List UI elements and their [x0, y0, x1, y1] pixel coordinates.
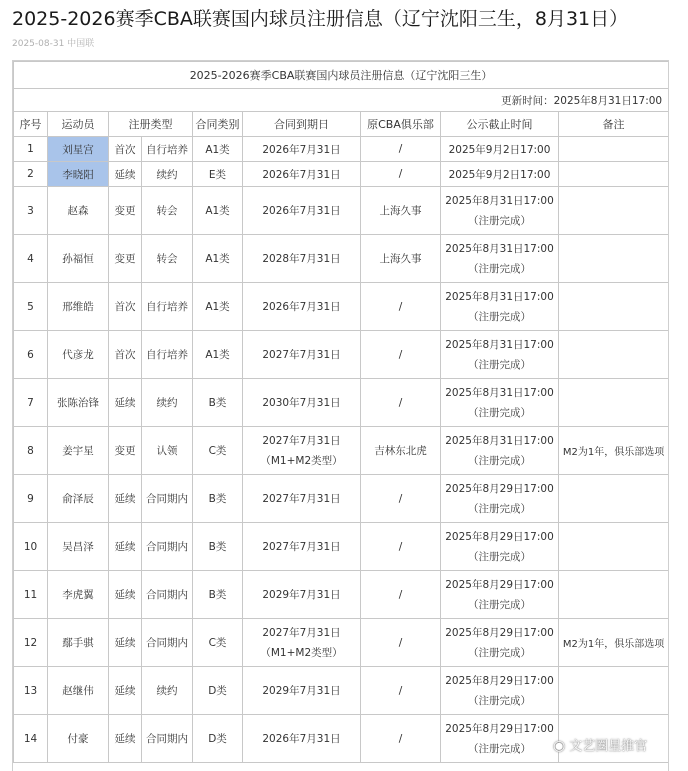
registration-subtype: 转会 — [142, 235, 193, 283]
former-club: 上海久事 — [361, 235, 441, 283]
contract-class: B类 — [193, 571, 243, 619]
remarks: M2为1年，俱乐部选项 — [559, 619, 669, 667]
contract-expiry: 2026年7月31日 — [243, 187, 361, 235]
publicity-deadline-line: 2025年8月29日17:00 — [445, 578, 554, 591]
row-number: 13 — [14, 667, 48, 715]
header-cell: 运动员 — [48, 112, 109, 137]
table-title: 2025-2026赛季CBA联赛国内球员注册信息（辽宁沈阳三生） — [14, 62, 669, 89]
publicity-deadline — [441, 427, 559, 475]
player-name: 代彦龙 — [48, 331, 109, 379]
registration-type: 首次 — [109, 137, 142, 162]
table-row — [14, 331, 669, 379]
publicity-deadline-line: 2025年8月29日17:00 — [445, 626, 554, 639]
publicity-deadline-line: （注册完成） — [468, 646, 531, 659]
registration-subtype: 续约 — [142, 667, 193, 715]
remarks — [559, 331, 669, 379]
registration-type: 延续 — [109, 523, 142, 571]
publicity-deadline — [441, 571, 559, 619]
player-name: 赵森 — [48, 187, 109, 235]
registration-subtype: 续约 — [142, 379, 193, 427]
contract-expiry: 2027年7月31日 — [243, 523, 361, 571]
contract-expiry: 2030年7月31日 — [243, 379, 361, 427]
publicity-deadline-line: 2025年8月31日17:00 — [445, 338, 554, 351]
contract-expiry-line: （M1+M2类型） — [260, 454, 343, 467]
watermark-text: 文艺圈星推官 — [569, 739, 648, 754]
table-row — [14, 379, 669, 427]
table-row — [14, 667, 669, 715]
contract-expiry: 2026年7月31日 — [243, 162, 361, 187]
row-number: 8 — [14, 427, 48, 475]
table-row — [14, 283, 669, 331]
publicity-deadline-line: 2025年8月31日17:00 — [445, 434, 554, 447]
table-row — [14, 475, 669, 523]
header-cell: 注册类型 — [109, 112, 193, 137]
former-club: / — [361, 162, 441, 187]
former-club: / — [361, 331, 441, 379]
publicity-deadline: 2025年9月2日17:00 — [441, 137, 559, 162]
header-row — [14, 112, 669, 137]
row-number: 5 — [14, 283, 48, 331]
publicity-deadline — [441, 667, 559, 715]
former-club: / — [361, 571, 441, 619]
publicity-deadline-line: （注册完成） — [468, 502, 531, 515]
registration-type: 延续 — [109, 379, 142, 427]
publicity-deadline — [441, 475, 559, 523]
row-number: 10 — [14, 523, 48, 571]
header-cell: 合同到期日 — [243, 112, 361, 137]
contract-class: E类 — [193, 162, 243, 187]
player-name: 付豪 — [48, 715, 109, 763]
registration-subtype: 续约 — [142, 162, 193, 187]
contract-class: A1类 — [193, 283, 243, 331]
publicity-deadline-line: （注册完成） — [468, 598, 531, 611]
registration-type: 延续 — [109, 475, 142, 523]
updated-time: 更新时间：2025年8月31日17:00 — [14, 89, 669, 112]
table-row — [14, 162, 669, 187]
weibo-icon: ◉ — [553, 738, 566, 754]
contract-class: B类 — [193, 379, 243, 427]
contract-expiry — [243, 619, 361, 667]
table-row — [14, 523, 669, 571]
page-title: 2025-2026赛季CBA联赛国内球员注册信息（辽宁沈阳三生，8月31日） — [12, 8, 629, 30]
publicity-deadline-line: 2025年8月31日17:00 — [445, 386, 554, 399]
row-number: 7 — [14, 379, 48, 427]
article-meta: 2025-08-31 中国联 — [12, 39, 95, 49]
registration-type: 变更 — [109, 427, 142, 475]
publicity-deadline-line: （注册完成） — [468, 358, 531, 371]
registration-subtype: 自行培养 — [142, 331, 193, 379]
header-cell: 原CBA俱乐部 — [361, 112, 441, 137]
contract-class: A1类 — [193, 187, 243, 235]
former-club: / — [361, 283, 441, 331]
header-cell: 合同类别 — [193, 112, 243, 137]
former-club: / — [361, 137, 441, 162]
former-club: 吉林东北虎 — [361, 427, 441, 475]
publicity-deadline-line: （注册完成） — [468, 406, 531, 419]
publicity-deadline-line: 2025年8月29日17:00 — [445, 674, 554, 687]
publicity-deadline: 2025年9月2日17:00 — [441, 162, 559, 187]
registration-table — [13, 61, 669, 763]
row-number: 9 — [14, 475, 48, 523]
publicity-deadline-line: （注册完成） — [468, 694, 531, 707]
registration-subtype: 认领 — [142, 427, 193, 475]
publicity-deadline — [441, 619, 559, 667]
registration-subtype: 合同期内 — [142, 523, 193, 571]
contract-class: A1类 — [193, 137, 243, 162]
registration-subtype: 合同期内 — [142, 571, 193, 619]
contract-expiry: 2026年7月31日 — [243, 137, 361, 162]
remarks — [559, 667, 669, 715]
registration-type: 延续 — [109, 715, 142, 763]
table-row — [14, 235, 669, 283]
remarks — [559, 571, 669, 619]
registration-type: 延续 — [109, 667, 142, 715]
header-cell: 公示截止时间 — [441, 112, 559, 137]
publicity-deadline — [441, 331, 559, 379]
header-cell: 序号 — [14, 112, 48, 137]
publicity-deadline-line: （注册完成） — [468, 262, 531, 275]
contract-class: A1类 — [193, 235, 243, 283]
registration-subtype: 合同期内 — [142, 619, 193, 667]
player-name: 鄢手骐 — [48, 619, 109, 667]
remarks: M2为1年，俱乐部选项 — [559, 427, 669, 475]
contract-expiry-line: 2027年7月31日 — [262, 626, 341, 639]
remarks — [559, 187, 669, 235]
player-name: 刘星宫 — [48, 137, 109, 162]
registration-type: 变更 — [109, 187, 142, 235]
contract-class: D类 — [193, 715, 243, 763]
former-club: / — [361, 667, 441, 715]
publicity-deadline — [441, 235, 559, 283]
contract-class: B类 — [193, 475, 243, 523]
player-name: 李虎翼 — [48, 571, 109, 619]
row-number: 4 — [14, 235, 48, 283]
former-club: / — [361, 715, 441, 763]
publicity-deadline-line: （注册完成） — [468, 214, 531, 227]
row-number: 1 — [14, 137, 48, 162]
contract-expiry-line: 2027年7月31日 — [262, 434, 341, 447]
player-name: 邢维皓 — [48, 283, 109, 331]
contract-expiry: 2026年7月31日 — [243, 715, 361, 763]
table-row — [14, 427, 669, 475]
row-number: 6 — [14, 331, 48, 379]
contract-class: D类 — [193, 667, 243, 715]
publicity-deadline-line: （注册完成） — [468, 742, 531, 755]
registration-type: 首次 — [109, 283, 142, 331]
publicity-deadline — [441, 283, 559, 331]
contract-expiry: 2028年7月31日 — [243, 235, 361, 283]
publicity-deadline-line: 2025年8月29日17:00 — [445, 530, 554, 543]
remarks — [559, 137, 669, 162]
table-row — [14, 571, 669, 619]
header-cell: 备注 — [559, 112, 669, 137]
player-name: 张陈治锋 — [48, 379, 109, 427]
registration-type: 变更 — [109, 235, 142, 283]
registration-subtype: 合同期内 — [142, 715, 193, 763]
publicity-deadline — [441, 379, 559, 427]
row-number: 2 — [14, 162, 48, 187]
registration-subtype: 转会 — [142, 187, 193, 235]
remarks — [559, 162, 669, 187]
contract-expiry: 2029年7月31日 — [243, 667, 361, 715]
contract-expiry-line: （M1+M2类型） — [260, 646, 343, 659]
former-club: / — [361, 523, 441, 571]
former-club: 上海久事 — [361, 187, 441, 235]
remarks — [559, 475, 669, 523]
contract-class: A1类 — [193, 331, 243, 379]
publicity-deadline — [441, 715, 559, 763]
player-name: 李晓阳 — [48, 162, 109, 187]
publicity-deadline-line: （注册完成） — [468, 550, 531, 563]
registration-subtype: 自行培养 — [142, 283, 193, 331]
contract-expiry — [243, 427, 361, 475]
registration-type: 延续 — [109, 162, 142, 187]
row-number: 12 — [14, 619, 48, 667]
table-row — [14, 187, 669, 235]
watermark — [553, 735, 647, 754]
player-name: 吴昌泽 — [48, 523, 109, 571]
contract-class: C类 — [193, 619, 243, 667]
player-name: 姜宇星 — [48, 427, 109, 475]
publicity-deadline — [441, 187, 559, 235]
registration-subtype: 自行培养 — [142, 137, 193, 162]
contract-class: B类 — [193, 523, 243, 571]
contract-expiry: 2027年7月31日 — [243, 475, 361, 523]
publicity-deadline-line: 2025年8月29日17:00 — [445, 722, 554, 735]
contract-class: C类 — [193, 427, 243, 475]
row-number: 14 — [14, 715, 48, 763]
publicity-deadline-line: （注册完成） — [468, 310, 531, 323]
former-club: / — [361, 379, 441, 427]
contract-expiry: 2026年7月31日 — [243, 283, 361, 331]
remarks — [559, 523, 669, 571]
player-name: 赵继伟 — [48, 667, 109, 715]
table-row — [14, 137, 669, 162]
registration-type: 延续 — [109, 619, 142, 667]
publicity-deadline-line: （注册完成） — [468, 454, 531, 467]
contract-expiry: 2029年7月31日 — [243, 571, 361, 619]
table-row — [14, 619, 669, 667]
remarks — [559, 283, 669, 331]
remarks — [559, 379, 669, 427]
row-number: 11 — [14, 571, 48, 619]
former-club: / — [361, 619, 441, 667]
player-name: 俞泽辰 — [48, 475, 109, 523]
registration-type: 首次 — [109, 331, 142, 379]
registration-subtype: 合同期内 — [142, 475, 193, 523]
publicity-deadline-line: 2025年8月29日17:00 — [445, 482, 554, 495]
registration-sheet — [12, 60, 669, 771]
publicity-deadline-line: 2025年8月31日17:00 — [445, 194, 554, 207]
player-name: 孙福恒 — [48, 235, 109, 283]
publicity-deadline — [441, 523, 559, 571]
registration-type: 延续 — [109, 571, 142, 619]
publicity-deadline-line: 2025年8月31日17:00 — [445, 290, 554, 303]
row-number: 3 — [14, 187, 48, 235]
remarks — [559, 235, 669, 283]
former-club: / — [361, 475, 441, 523]
contract-expiry: 2027年7月31日 — [243, 331, 361, 379]
publicity-deadline-line: 2025年8月31日17:00 — [445, 242, 554, 255]
